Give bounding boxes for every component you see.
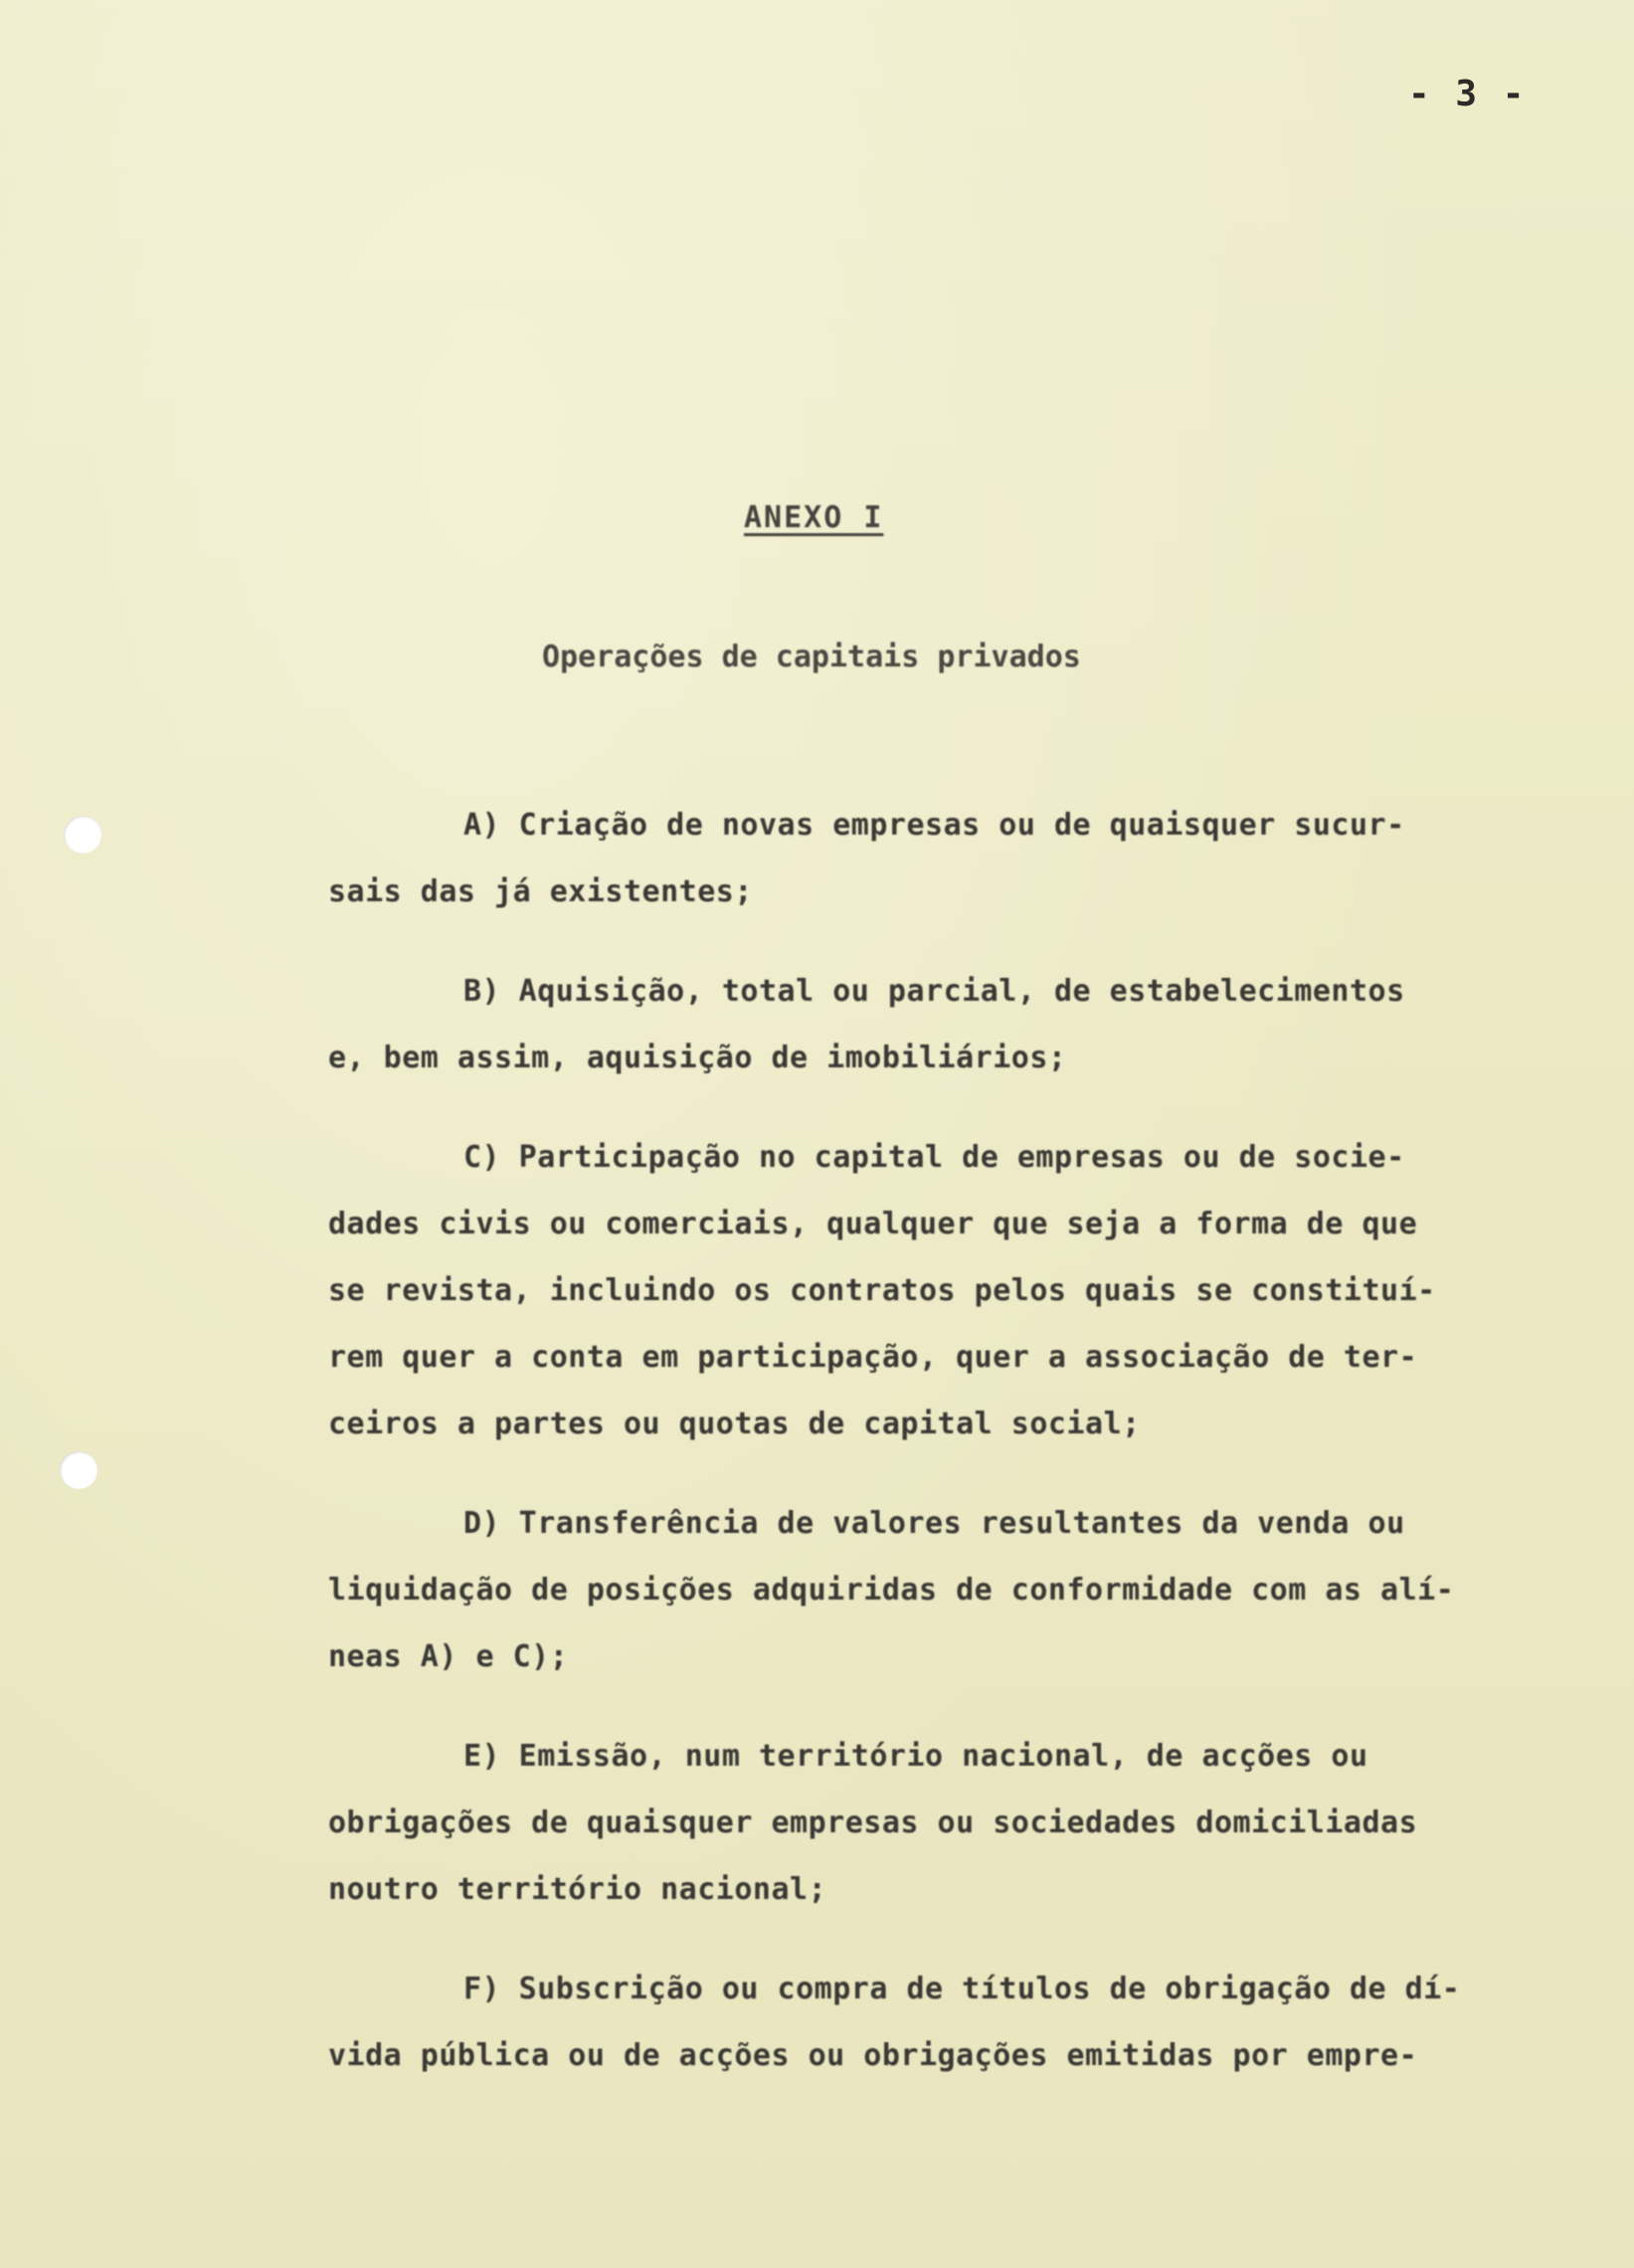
punch-hole-top [64,816,101,853]
paragraph-c-line-4: rem quer a conta em participação, quer a associação de ter- [328,1340,1418,1375]
paragraph-a-line-2: sais das já existentes; [328,874,753,909]
paragraph-d-line-1: D) Transferência de valores resultantes da venda ou [463,1506,1405,1541]
paragraph-e-line-2: obrigações de quaisquer empresas ou sociedades domiciliadas [328,1805,1418,1840]
paragraph-d-line-2: liquidação de posições adquiridas de conformidade com as alí- [328,1573,1455,1607]
paragraph-f-line-2: vida pública ou de acções ou obrigações emitidas por empre- [328,2038,1418,2073]
paragraph-c-line-5: ceiros a partes ou quotas de capital social; [328,1407,1141,1441]
paragraph-e-line-1: E) Emissão, num território nacional, de acções ou [463,1739,1368,1774]
paragraph-f-line-1: F) Subscrição ou compra de títulos de obrigação de dí- [463,1972,1461,2006]
paragraph-c-line-2: dades civis ou comerciais, qualquer que seja a forma de que [328,1207,1418,1241]
paragraph-b-line-2: e, bem assim, aquisição de imobiliários; [328,1040,1067,1075]
paragraph-d-line-3: neas A) e C); [328,1639,569,1674]
annex-title: ANEXO I [744,500,884,535]
page-number: - 3 - [1408,74,1527,114]
paragraph-a-line-1: A) Criação de novas empresas ou de quaisquer sucur- [463,808,1405,843]
paragraph-c-line-3: se revista, incluindo os contratos pelos quais se constituí- [328,1273,1436,1308]
paragraph-e-line-3: noutro território nacional; [328,1872,827,1907]
paragraph-b-line-1: B) Aquisição, total ou parcial, de estabelecimentos [463,974,1405,1009]
punch-hole-bottom [60,1451,97,1489]
paragraph-c-line-1: C) Participação no capital de empresas ou de socie- [463,1140,1405,1175]
section-subtitle: Operações de capitais privados [542,640,1081,674]
